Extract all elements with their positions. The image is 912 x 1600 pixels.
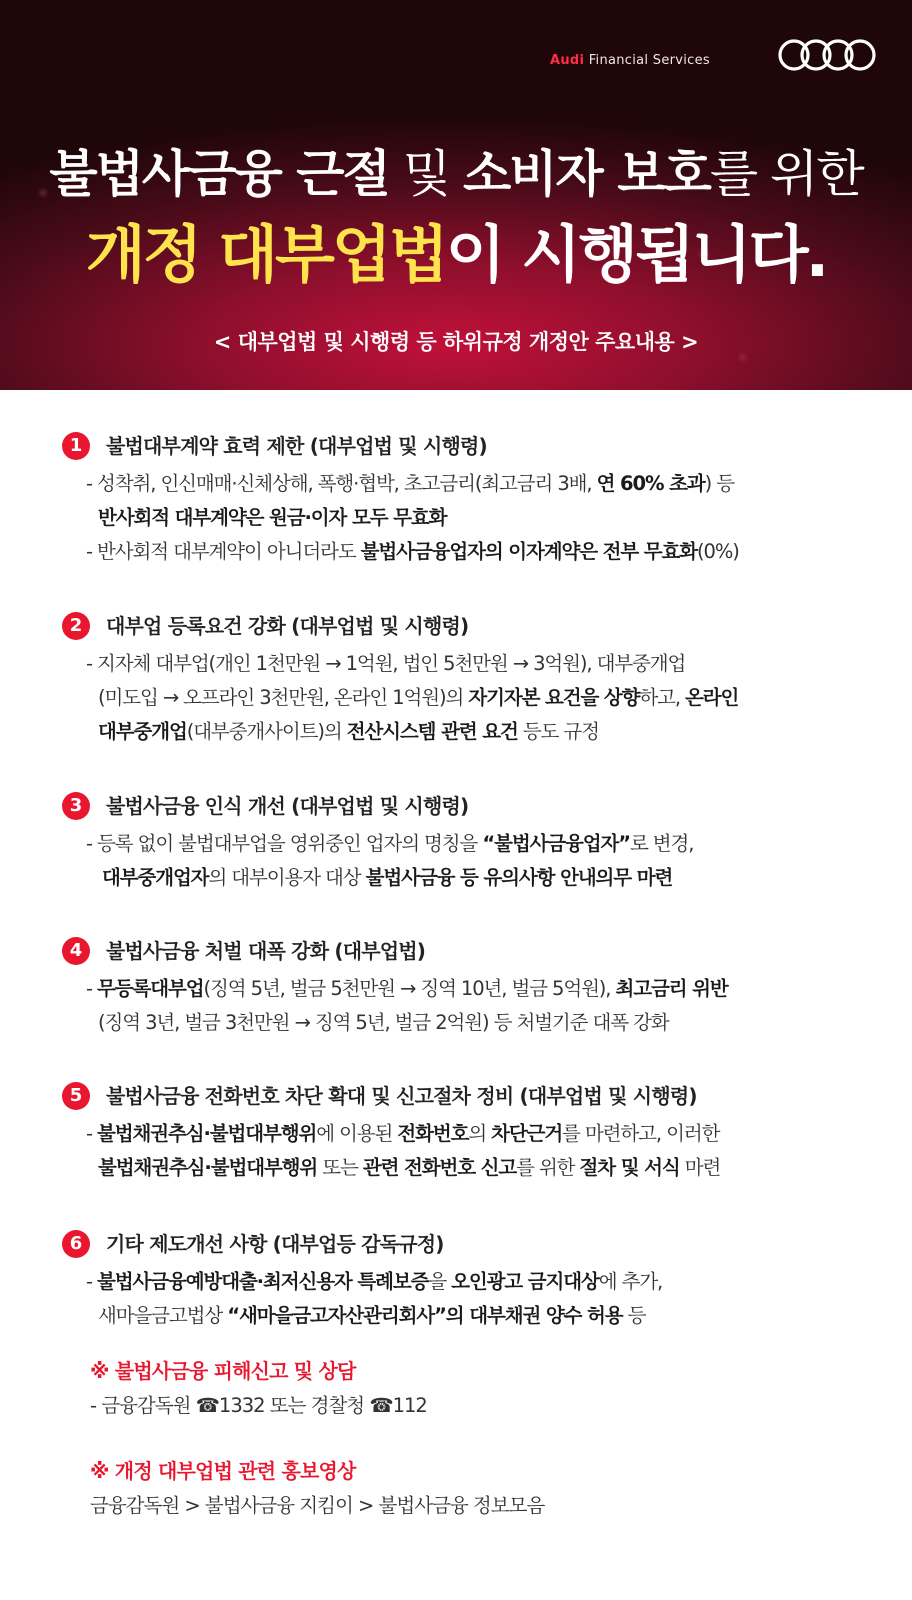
text: - 반사회적 대부계약이 아니더라도	[86, 540, 361, 563]
bold-text: “새마을금고자산관리회사”의 대부채권 양수 허용	[227, 1304, 623, 1327]
notice-video-path: 금융감독원 > 불법사금융 지킴이 > 불법사금융 정보모음	[90, 1494, 545, 1517]
text: 새마을금고법상	[98, 1304, 228, 1327]
bold-text: 불법채권추심·불법대부행위	[98, 1156, 318, 1179]
bold-text: 차단근거	[491, 1122, 563, 1145]
text: 또는	[317, 1156, 363, 1179]
number-badge: 4	[62, 937, 90, 965]
text: 등	[622, 1304, 646, 1327]
number-badge: 3	[62, 792, 90, 820]
text: - 등록 없이 불법대부업을 영위중인 업자의 명칭을	[86, 832, 483, 855]
text: 의 대부이용자 대상	[208, 866, 366, 889]
item-line	[86, 648, 685, 676]
bold-text: 오인광고 금지대상	[451, 1270, 599, 1293]
headline-part: 및	[388, 145, 463, 203]
item-line	[102, 862, 672, 890]
bold-text: 전산시스템 관련 요건	[346, 720, 518, 743]
headline-line-1	[0, 134, 912, 206]
text: 의	[468, 1122, 492, 1145]
text: -	[86, 1270, 98, 1293]
headline-part: 불법사금융 근절	[49, 145, 389, 203]
text: -	[86, 977, 98, 1000]
audi-rings-logo-icon	[778, 37, 876, 73]
bold-text: 온라인	[685, 686, 739, 709]
text: -	[86, 1122, 98, 1145]
item-line	[86, 828, 693, 856]
item-line	[86, 1266, 662, 1294]
text: (0%)	[697, 540, 739, 563]
bold-text: 반사회적 대부계약은 원금·이자 모두 무효화	[98, 506, 447, 529]
bold-text: “불법사금융업자”	[482, 832, 630, 855]
item-line	[86, 468, 734, 496]
item-line	[98, 1300, 645, 1328]
text: 로 변경,	[629, 832, 694, 855]
notice-report-contact: - 금융감독원 ☎1332 또는 경찰청 ☎112	[90, 1394, 427, 1417]
text: 마련	[679, 1156, 721, 1179]
headline-part: 이 시행됩니다.	[445, 218, 827, 291]
item-line	[86, 1118, 719, 1146]
item-line	[98, 1152, 720, 1180]
notice-report-heading: ※ 불법사금융 피해신고 및 상담	[90, 1359, 356, 1383]
number-badge: 6	[62, 1230, 90, 1258]
bold-text: 절차 및 서식	[579, 1156, 680, 1179]
bold-text: 전화번호	[397, 1122, 469, 1145]
bold-text: 무등록대부업	[97, 977, 204, 1000]
text: (대부중개사이트)의	[186, 720, 347, 743]
text: - 성착취, 인신매매·신체상해, 폭행·협박, 초고금리(최고금리 3배,	[86, 472, 597, 495]
header-banner	[0, 0, 912, 390]
item-title: 기타 제도개선 사항 (대부업등 감독규정)	[106, 1232, 444, 1256]
bold-text: 불법사금융 등 유의사항 안내의무 마련	[365, 866, 673, 889]
bold-text: 불법채권추심·불법대부행위	[97, 1122, 317, 1145]
item-title: 대부업 등록요건 강화 (대부업법 및 시행령)	[106, 614, 469, 638]
bold-text: 최고금리 위반	[615, 977, 728, 1000]
bold-text: 관련 전화번호 신고	[362, 1156, 517, 1179]
item-line	[86, 536, 739, 564]
text: (징역 3년, 벌금 3천만원 → 징역 5년, 벌금 2억원) 등 처벌기준 대폭 강화	[98, 1011, 669, 1034]
headline-part: 를 위한	[709, 145, 863, 203]
text: (미도입 → 오프라인 3천만원, 온라인 1억원)의	[98, 686, 469, 709]
item-line	[98, 682, 738, 710]
text: 에 추가,	[598, 1270, 663, 1293]
bold-text: 대부중개업자	[102, 866, 209, 889]
text: 를 마련하고, 이러한	[562, 1122, 720, 1145]
number-badge: 1	[62, 432, 90, 460]
bold-text: 불법사금융업자의 이자계약은 전부 무효화	[360, 540, 697, 563]
bold-text: 자기자본 요건을 상향	[468, 686, 640, 709]
brand-name	[550, 53, 710, 68]
subtitle: < 대부업법 및 시행령 등 하위규정 개정안 주요내용 >	[213, 330, 699, 354]
text: 를 위한	[516, 1156, 580, 1179]
number-badge: 2	[62, 612, 90, 640]
text: ) 등	[704, 472, 734, 495]
brand-financial-services: Financial Services	[588, 53, 710, 68]
item-line	[98, 502, 446, 530]
brand-audi: Audi	[550, 53, 585, 68]
text: 등도 규정	[517, 720, 599, 743]
item-title: 불법사금융 전화번호 차단 확대 및 신고절차 정비 (대부업법 및 시행령)	[106, 1084, 697, 1108]
bold-text: 불법사금융예방대출·최저신용자 특례보증	[97, 1270, 429, 1293]
text: 을	[428, 1270, 452, 1293]
notice-video-heading: ※ 개정 대부업법 관련 홍보영상	[90, 1459, 356, 1483]
number-badge: 5	[62, 1082, 90, 1110]
item-title: 불법사금융 처벌 대폭 강화 (대부업법)	[106, 939, 426, 963]
text: - 지자체 대부업(개인 1천만원 → 1억원, 법인 5천만원 → 3억원), 대부중개업	[86, 652, 686, 675]
item-title: 불법사금융 인식 개선 (대부업법 및 시행령)	[106, 794, 469, 818]
bold-text: 연 60% 초과	[596, 472, 705, 495]
text: (징역 5년, 벌금 5천만원 → 징역 10년, 벌금 5억원),	[203, 977, 616, 1000]
headline-line-2	[0, 205, 912, 294]
item-title: 불법대부계약 효력 제한 (대부업법 및 시행령)	[106, 434, 487, 458]
item-line	[86, 973, 728, 1001]
text: 에 이용된	[316, 1122, 398, 1145]
headline-highlight: 개정 대부업법	[85, 218, 446, 291]
item-line	[98, 716, 599, 744]
item-line	[98, 1007, 669, 1035]
bold-text: 대부중개업	[98, 720, 187, 743]
text: 하고,	[639, 686, 686, 709]
headline-part: 소비자 보호	[462, 145, 710, 203]
